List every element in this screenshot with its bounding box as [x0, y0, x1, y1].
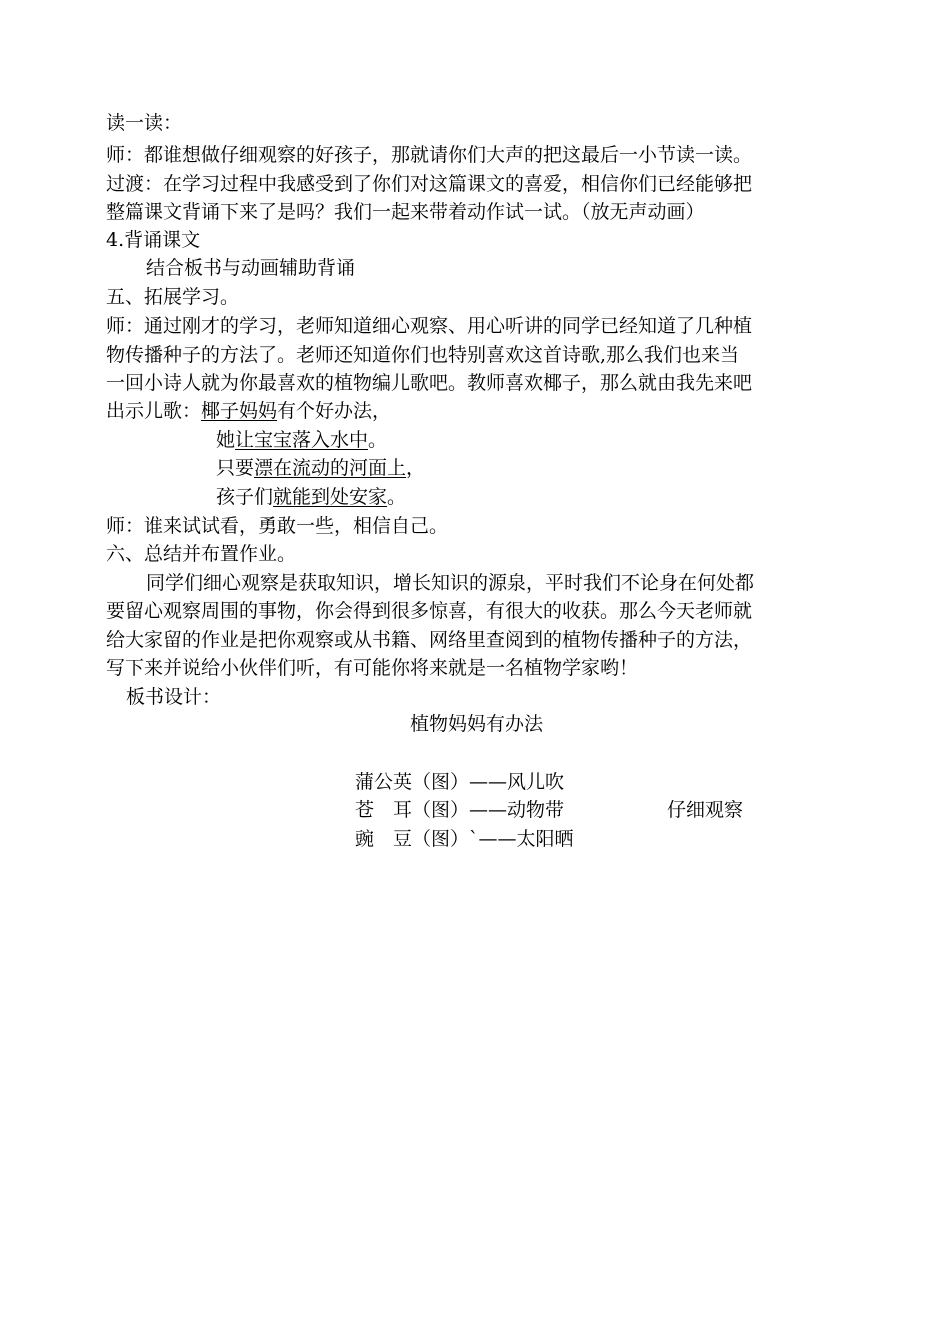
text-line: 要留心观察周围的事物，你会得到很多惊喜，有很大的收获。那么今天老师就 [106, 600, 753, 622]
text-line: 物传播种子的方法了。老师还知道你们也特别喜欢这首诗歌,那么我们也来当 [106, 344, 740, 366]
section-heading: 4.背诵课文 [106, 229, 201, 251]
text-line: 师：都谁想做仔细观察的好孩子，那就请你们大声的把这最后一小节读一读。 [106, 144, 753, 166]
poem-suffix: 有个好办法， [277, 400, 392, 422]
poem-text: ， [406, 457, 426, 479]
text-line: 师：通过刚才的学习，老师知道细心观察、用心听讲的同学已经知道了几种植 [106, 315, 753, 337]
text-line: 写下来并说给小伙伴们听，有可能你将来就是一名植物学家哟！ [106, 657, 639, 679]
poem-prefix: 出示儿歌： [106, 400, 202, 422]
poem-underlined: 漂在流动的河面上 [254, 457, 407, 479]
poem-text: 孩子们 [216, 486, 274, 508]
poem-line-4 [216, 484, 406, 510]
poem-underlined: 就能到处安家 [273, 486, 388, 508]
poem-line-3 [216, 455, 425, 481]
text-line: 过渡：在学习过程中我感受到了你们对这篇课文的喜爱，相信你们已经能够把 [106, 173, 753, 195]
board-title: 植物妈妈有办法 [410, 713, 544, 735]
board-row: 豌 豆（图）`——太阳晒 [355, 828, 574, 850]
poem-text: 她 [216, 429, 236, 451]
poem-underlined: 椰子妈妈 [201, 400, 278, 422]
poem-line-1 [106, 398, 391, 424]
text-line: 一回小诗人就为你最喜欢的植物编儿歌吧。教师喜欢椰子，那么就由我先来吧 [106, 372, 753, 394]
board-row: 苍 耳（图）——动物带 [355, 799, 565, 821]
board-note: 仔细观察 [667, 799, 744, 821]
poem-line-2 [216, 427, 387, 453]
poem-text: 。 [368, 429, 388, 451]
text-line: 同学们细心观察是获取知识，增长知识的源泉，平时我们不论身在何处都 [146, 572, 755, 594]
text-line: 结合板书与动画辅助背诵 [146, 257, 356, 279]
board-row: 蒲公英（图）——风儿吹 [355, 771, 565, 793]
text-line: 板书设计： [126, 686, 222, 708]
text-line: 师：谁来试试看，勇敢一些，相信自己。 [106, 515, 449, 537]
text-line: 给大家留的作业是把你观察或从书籍、网络里查阅到的植物传播种子的方法， [106, 629, 753, 651]
poem-underlined: 让宝宝落入水中 [235, 429, 369, 451]
text-line: 整篇课文背诵下来了是吗？我们一起来带着动作试一试。（放无声动画） [106, 201, 705, 223]
poem-text: 。 [387, 486, 407, 508]
text-line: 读一读： [106, 112, 183, 134]
section-heading: 六、总结并布置作业。 [106, 543, 297, 565]
poem-text: 只要 [216, 457, 255, 479]
section-heading: 五、拓展学习。 [106, 286, 240, 308]
